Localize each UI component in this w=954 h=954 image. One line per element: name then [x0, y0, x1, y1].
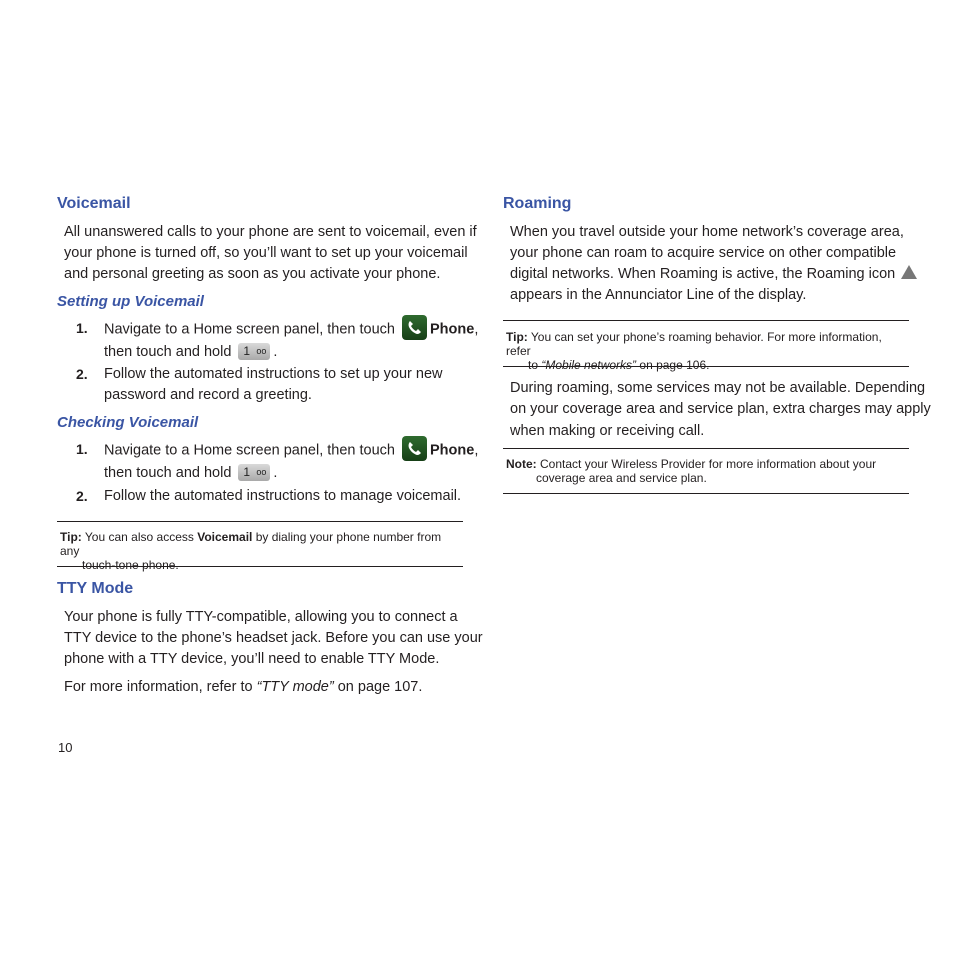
tty-mode-link[interactable]: “TTY mode”	[256, 679, 334, 695]
text-line: Your phone is fully TTY-compatible, allowing you to connect a	[64, 609, 458, 625]
step-text-part: then touch and hold	[104, 465, 232, 481]
checking-voicemail-heading: Checking Voicemail	[57, 414, 199, 431]
tip-bold: Voicemail	[197, 530, 253, 544]
tty-body	[64, 607, 483, 670]
step-text-part: Follow the automated instructions to manage voicemail.	[104, 488, 462, 504]
voicemail-key-icon	[238, 343, 270, 360]
tip-text: You can set your phone’s roaming behavior. For more information, refer	[506, 330, 882, 358]
step-number: 1.	[76, 441, 88, 457]
step-text	[104, 438, 478, 484]
key-digit: 1	[243, 464, 251, 479]
text-line: and personal greeting as soon as you activate your phone.	[64, 266, 441, 282]
step-text-part: .	[273, 465, 278, 481]
note-top-rule	[503, 448, 909, 449]
text-line: TTY device to the phone’s headset jack. Before you can use your	[64, 630, 483, 646]
tip-bottom-rule	[57, 566, 463, 567]
tip-top-rule	[503, 320, 909, 321]
note-text: Contact your Wireless Provider for more information about your	[540, 457, 877, 471]
step-text-part: ,	[474, 442, 479, 459]
note-box	[506, 457, 908, 485]
tip-label: Tip:	[60, 530, 82, 544]
roaming-heading: Roaming	[503, 195, 572, 212]
step-text-part: ,	[474, 321, 479, 338]
step-text-part: .	[273, 344, 278, 360]
tty-mode-heading: TTY Mode	[57, 580, 134, 597]
text-line: your phone is turned off, so you’ll want to set up your voicemail	[64, 245, 468, 261]
roaming-body	[510, 222, 917, 306]
text-line: appears in the Annunciator Line of the display.	[510, 287, 807, 303]
text-part: on page 107.	[337, 679, 423, 695]
voicemail-body	[64, 222, 477, 285]
text-line: your phone can roam to acquire service on other compatible	[510, 245, 897, 261]
step-number: 2.	[76, 366, 88, 382]
roaming-icon	[901, 265, 917, 279]
tip-label: Tip:	[506, 330, 528, 344]
tip-text: by dialing your phone number from any	[60, 530, 442, 558]
text-part: digital networks. When Roaming is active, the Roaming icon	[510, 266, 896, 282]
voicemail-key-icon	[238, 464, 270, 481]
text-line: on your coverage area and service plan, extra charges may apply	[510, 401, 931, 417]
text-line	[510, 264, 917, 285]
mobile-networks-link[interactable]: “Mobile networks”	[541, 358, 637, 372]
page-number: 10	[58, 740, 73, 755]
phone-icon	[402, 436, 427, 461]
voicemail-heading: Voicemail	[57, 195, 131, 212]
phone-label: Phone	[430, 321, 475, 338]
step-text	[104, 317, 478, 363]
step-text-part: Navigate to a Home screen panel, then touch	[104, 442, 395, 459]
voicemail-symbol: oo	[256, 345, 267, 356]
tip-text: touch-tone phone.	[82, 558, 179, 572]
phone-icon	[402, 315, 427, 340]
step-text	[104, 364, 443, 406]
step-text-part: then touch and hold	[104, 344, 232, 360]
text-line: when making or receiving call.	[510, 423, 705, 439]
text-line: All unanswered calls to your phone are sent to voicemail, even if	[64, 224, 477, 240]
step-number: 2.	[76, 488, 88, 504]
note-label: Note:	[506, 457, 537, 471]
text-part: For more information, refer to	[64, 679, 253, 695]
note-text: coverage area and service plan.	[536, 471, 707, 485]
tip-bottom-rule	[503, 366, 909, 367]
note-bottom-rule	[503, 493, 909, 494]
key-digit: 1	[243, 343, 251, 358]
tty-reference	[64, 677, 422, 698]
tip-text: on page 106.	[639, 358, 710, 372]
step-number: 1.	[76, 320, 88, 336]
text-line: When you travel outside your home network’s coverage area,	[510, 224, 904, 240]
roaming-body-2	[510, 378, 931, 442]
tip-top-rule	[57, 521, 463, 522]
text-line: phone with a TTY device, you’ll need to enable TTY Mode.	[64, 651, 440, 667]
setup-voicemail-heading: Setting up Voicemail	[57, 293, 204, 310]
step-text-part: password and record a greeting.	[104, 387, 312, 403]
step-text	[104, 486, 461, 507]
tip-text: You can also access	[84, 530, 194, 544]
text-line: During roaming, some services may not be available. Depending	[510, 380, 926, 396]
tip-text: to	[528, 358, 539, 372]
phone-label: Phone	[430, 442, 475, 459]
step-text-part: Follow the automated instructions to set up your new	[104, 366, 443, 382]
voicemail-symbol: oo	[256, 466, 267, 477]
step-text-part: Navigate to a Home screen panel, then touch	[104, 321, 395, 338]
